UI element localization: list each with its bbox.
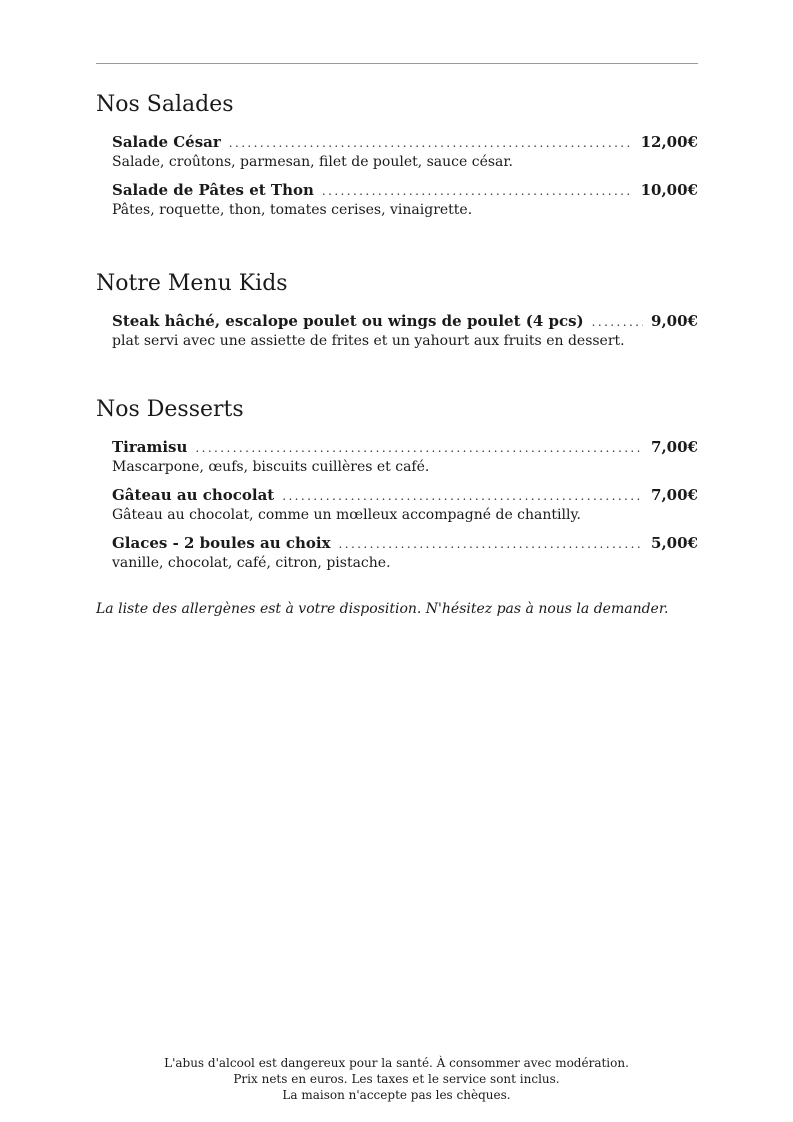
item-name: Salade César xyxy=(112,133,221,151)
dot-leader xyxy=(195,439,643,457)
dot-leader xyxy=(339,535,643,553)
page-footer xyxy=(0,1055,793,1103)
item-description: Mascarpone, œufs, biscuits cuillères et café. xyxy=(112,459,430,475)
menu-item-salade-cesar xyxy=(112,133,698,171)
allergen-note: La liste des allergènes est à votre disposition. N'hésitez pas à nous la demander. xyxy=(96,601,669,617)
item-price: 9,00€ xyxy=(651,312,698,330)
footer-line-cheques: La maison n'accepte pas les chèques. xyxy=(282,1088,511,1102)
dot-leader xyxy=(592,313,643,331)
item-name: Salade de Pâtes et Thon xyxy=(112,181,314,199)
item-price: 5,00€ xyxy=(651,534,698,552)
item-description: vanille, chocolat, café, citron, pistache. xyxy=(112,555,391,571)
item-name: Tiramisu xyxy=(112,438,188,456)
item-name: Glaces - 2 boules au choix xyxy=(112,534,331,552)
item-name: Steak hâché, escalope poulet ou wings de poulet (4 pcs) xyxy=(112,312,584,330)
menu-item-gateau-chocolat xyxy=(112,486,698,524)
item-price: 7,00€ xyxy=(651,486,698,504)
dot-leader xyxy=(282,487,643,505)
item-description: plat servi avec une assiette de frites et un yahourt aux fruits en dessert. xyxy=(112,333,625,349)
item-description: Gâteau au chocolat, comme un mœlleux accompagné de chantilly. xyxy=(112,507,581,523)
menu-item-steak-kids xyxy=(112,312,698,350)
dot-leader xyxy=(322,182,633,200)
section-title-menu-kids: Notre Menu Kids xyxy=(96,271,288,296)
top-divider xyxy=(96,63,698,64)
item-description: Pâtes, roquette, thon, tomates cerises, vinaigrette. xyxy=(112,202,473,218)
item-description: Salade, croûtons, parmesan, filet de poulet, sauce césar. xyxy=(112,154,514,170)
menu-item-glaces xyxy=(112,534,698,572)
item-price: 10,00€ xyxy=(640,181,698,199)
section-title-desserts: Nos Desserts xyxy=(96,397,244,422)
footer-line-prices: Prix nets en euros. Les taxes et le service sont inclus. xyxy=(233,1072,560,1086)
menu-item-tiramisu xyxy=(112,438,698,476)
dot-leader xyxy=(229,134,633,152)
item-price: 7,00€ xyxy=(651,438,698,456)
menu-item-salade-pates-thon xyxy=(112,181,698,219)
footer-line-alcohol: L'abus d'alcool est dangereux pour la santé. À consommer avec modération. xyxy=(164,1056,629,1070)
section-title-salades: Nos Salades xyxy=(96,92,234,117)
item-price: 12,00€ xyxy=(640,133,698,151)
item-name: Gâteau au chocolat xyxy=(112,486,275,504)
